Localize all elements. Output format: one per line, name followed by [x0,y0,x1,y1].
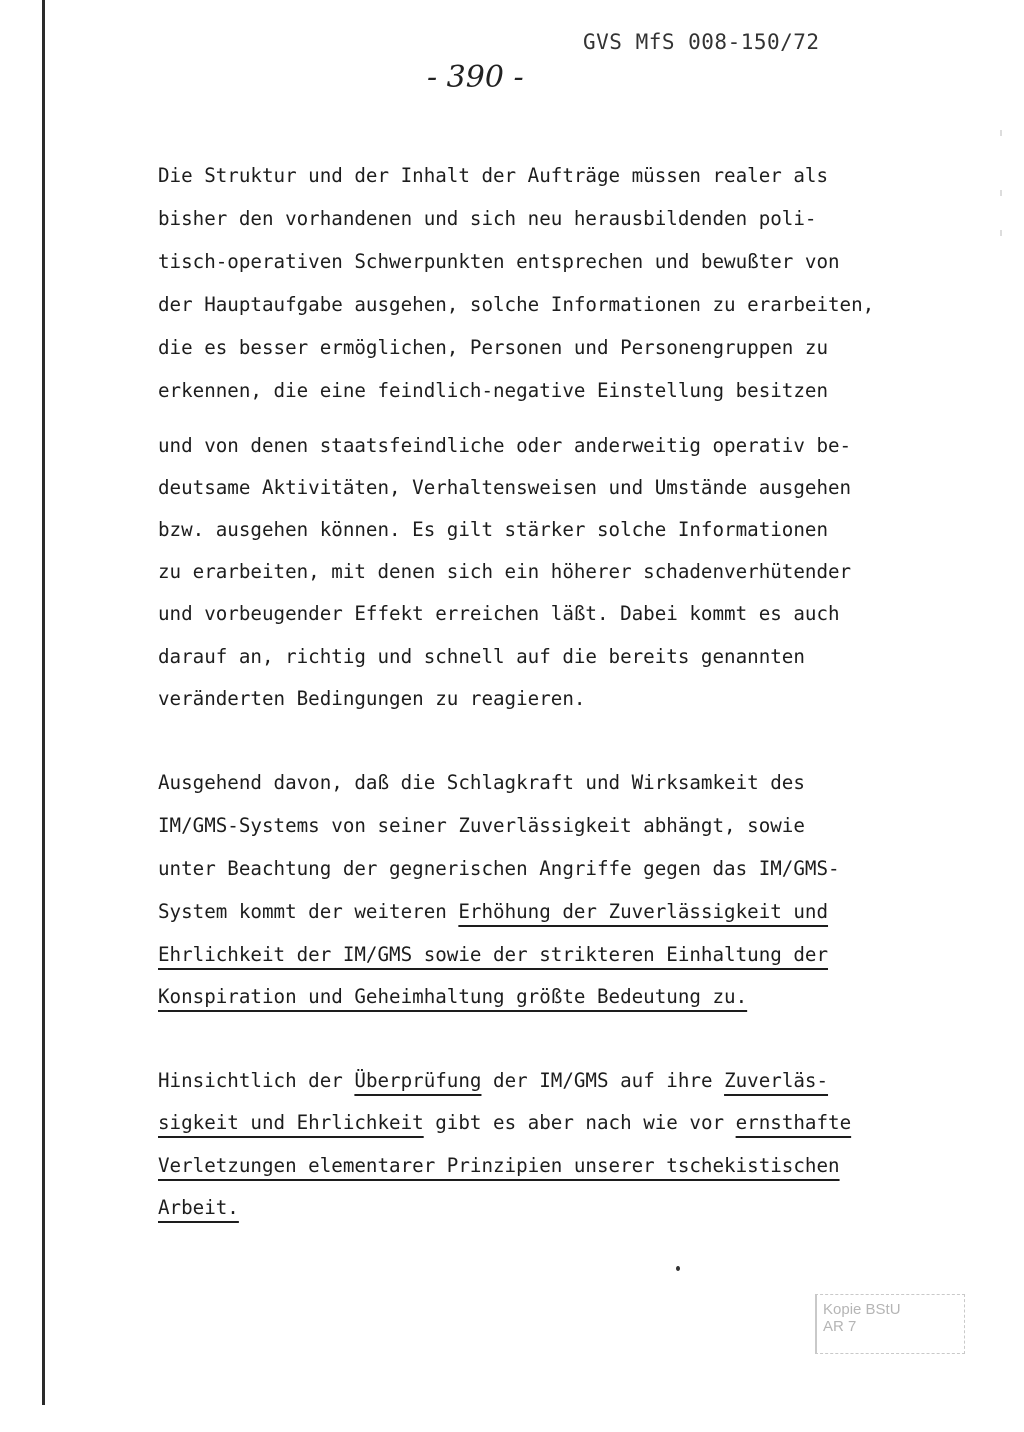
text-line [158,647,805,666]
text-run: veränderten Bedingungen zu reagieren. [158,687,586,710]
text-run: tisch-operativen Schwerpunkten entsprechen und bewußter von [158,250,840,273]
underlined-text: Konspiration und Geheimhaltung größte Bedeutung zu. [158,985,748,1008]
text-line [158,209,816,228]
text-run: der IM/GMS auf ihre [481,1069,725,1092]
underlined-text: sigkeit und Ehrlichkeit [158,1111,424,1134]
text-line [158,1071,828,1090]
text-run: bzw. ausgehen können. Es gilt stärker solche Informationen [158,518,829,541]
stamp-line-2: AR 7 [823,1318,857,1335]
page-number: - 390 - [427,60,524,95]
text-line [158,945,828,964]
text-run: unter Beachtung der gegnerischen Angriffe gegen das IM/GMS- [158,857,840,880]
text-line [158,478,851,497]
text-run: darauf an, richtig und schnell auf die bereits genannten [158,645,805,668]
text-run: bisher den vorhandenen und sich neu herausbildenden poli- [158,207,817,230]
text-run: Hinsichtlich der [158,1069,355,1092]
text-line [158,1198,239,1217]
text-run: erkennen, die eine feindlich-negative Einstellung besitzen [158,379,829,402]
underlined-text: Zuverläs- [724,1069,829,1092]
text-run: und vorbeugender Effekt erreichen läßt. Dabei kommt es auch [158,602,840,625]
text-run: und von denen staatsfeindliche oder anderweitig operativ be- [158,434,852,457]
text-run: Die Struktur und der Inhalt der Aufträge müssen realer als [158,164,829,187]
text-run: gibt es aber nach wie vor [423,1111,736,1134]
text-line [158,562,851,581]
underlined-text: Ehrlichkeit der IM/GMS sowie der strikteren Einhaltung der [158,943,829,966]
edge-mark [1000,130,1002,136]
text-line [158,859,840,878]
text-line [158,604,840,623]
edge-mark [1000,230,1002,236]
binding-edge-line [42,0,45,1405]
underlined-text: Erhöhung der Zuverlässigkeit und [458,900,829,923]
ink-dot [676,1266,680,1271]
text-run: der Hauptaufgabe ausgehen, solche Informationen zu erarbeiten, [158,293,875,316]
stamp-line-1: Kopie BStU [823,1301,901,1318]
text-run: Ausgehend davon, daß die Schlagkraft und Wirksamkeit des [158,771,805,794]
text-run: System kommt der weiteren [158,900,459,923]
underlined-text: ernsthafte [735,1111,852,1134]
text-run: deutsame Aktivitäten, Verhaltensweisen und Umstände ausgehen [158,476,852,499]
text-run: IM/GMS-Systems von seiner Zuverlässigkeit abhängt, sowie [158,814,805,837]
text-line [158,816,805,835]
text-line [158,689,585,708]
underlined-text: Arbeit. [158,1196,239,1219]
text-line [158,252,840,271]
underlined-text: Verletzungen elementarer Prinzipien unserer tschekistischen [158,1154,840,1177]
document-reference: GVS MfS 008-150/72 [583,30,820,54]
text-line [158,295,874,314]
text-line [158,338,828,357]
text-run: zu erarbeiten, mit denen sich ein höherer schadenverhütender [158,560,852,583]
text-line [158,987,747,1006]
text-line [158,902,828,921]
text-line [158,773,805,792]
edge-mark [1000,190,1002,196]
text-line [158,436,851,455]
text-line [158,166,828,185]
text-line [158,1113,851,1132]
underlined-text: Überprüfung [354,1069,482,1092]
archive-stamp [815,1294,965,1354]
text-line [158,1156,840,1175]
text-run: die es besser ermöglichen, Personen und Personengruppen zu [158,336,829,359]
text-line [158,381,828,400]
text-line [158,520,828,539]
